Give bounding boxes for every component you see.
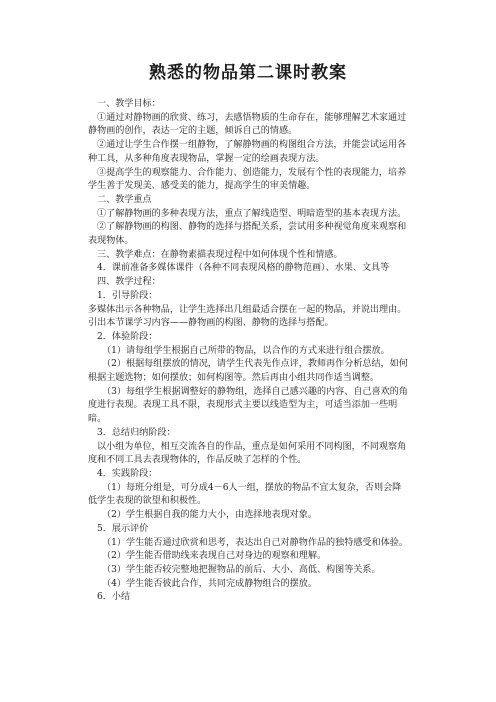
paragraph: （4）学生能否彼此合作，共同完成静物组合的摆放。 (102, 578, 317, 589)
paragraph: （1）每班分组是，可分成4－6人一组，摆放的物品不宜太复杂，否则会降低学生表现的欲望和积极性。 (88, 482, 402, 507)
paragraph: 三、教学难点：在静物素描表现过程中如何体现个性和情感。 (97, 249, 343, 260)
paragraph: （1）请每组学生根据自己所带的物品，以合作的方式来进行组合摆放。 (102, 345, 390, 356)
paragraph: ①了解静物画的多种表现方法，重点了解线造型、明暗造型的基本表现方法。 (97, 208, 407, 219)
document-body (88, 98, 410, 605)
paragraph: 多媒体出示各种物品，让学生选择出几组最适合摆在一起的物品，并说出理由。引出本节课学习内容——静物画的构图、静物的选择与搭配。 (88, 304, 407, 329)
paragraph: （3）每组学生根据调整好的静物组，选择自己感兴趣的内容、自己喜欢的角度进行表现。表现工具不限，表现形式主要以线造型为主，可适当添加一些明暗。 (88, 386, 408, 425)
paragraph: 4．课前准备多媒体课件（各种不同表现风格的静物范画）、水果、文具等 (97, 263, 390, 274)
paragraph: 6．小结 (97, 592, 131, 603)
paragraph: ②通过让学生合作摆一组静物，了解静物画的构图组合方法，并能尝试运用各种工具，从多种角度表现物品，掌握一定的绘画表现方法。 (88, 140, 407, 164)
paragraph: 以小组为单位，相互交流各自的作品，重点是如何采用不同构图，不同观察角度和不同工具去表现物体的，作品反映了怎样的个性。 (88, 441, 407, 466)
paragraph: 4．实践阶段： (97, 468, 158, 479)
paragraph: （2）学生能否借助线来表现自己对身边的观察和理解。 (102, 551, 327, 562)
paragraph: 一、教学目标： (97, 99, 161, 109)
paragraph: ③提高学生的观察能力、合作能力、创造能力，发展有个性的表现能力，培养学生善于发现美、感受美的能力，提高学生的审美情趣。 (88, 167, 407, 192)
paragraph: 5．展示评价 (97, 523, 149, 534)
paragraph: 二、教学重点 (97, 194, 152, 205)
paragraph: ②了解静物画的构图、静物的选择与搭配关系，尝试用多种视觉角度来观察和表现物体。 (88, 222, 407, 247)
paragraph: 1．引导阶段： (97, 290, 158, 301)
paragraph: （2）根据每组摆放的情况，请学生代表先作点评，教师再作分析总结，如何根据主题选物；如何摆放；如何构图等。然后再由小组共同作适当调整。 (88, 359, 408, 384)
paragraph: 2．体验阶段： (97, 331, 158, 342)
paragraph: 四、教学过程： (97, 277, 161, 288)
paragraph: ①通过对静物画的欣赏、练习，去感悟物质的生命存在，能够理解艺术家通过静物画的创作，表达一定的主题，倾诉自己的情感。 (88, 112, 407, 137)
paragraph: （3）学生能否较完整地把握物品的前后、大小、高低、构图等关系。 (102, 564, 381, 575)
page-title: 熟悉的物品第二课时教案 (149, 63, 347, 83)
paragraph: （1）学生能否通过欣赏和思考，表达出自己对静物作品的独特感受和体验。 (102, 537, 408, 548)
paragraph: 3．总结归纳阶段： (97, 427, 176, 438)
paragraph: （2）学生根据自我的能力大小，由选择地表现对象。 (102, 510, 317, 521)
